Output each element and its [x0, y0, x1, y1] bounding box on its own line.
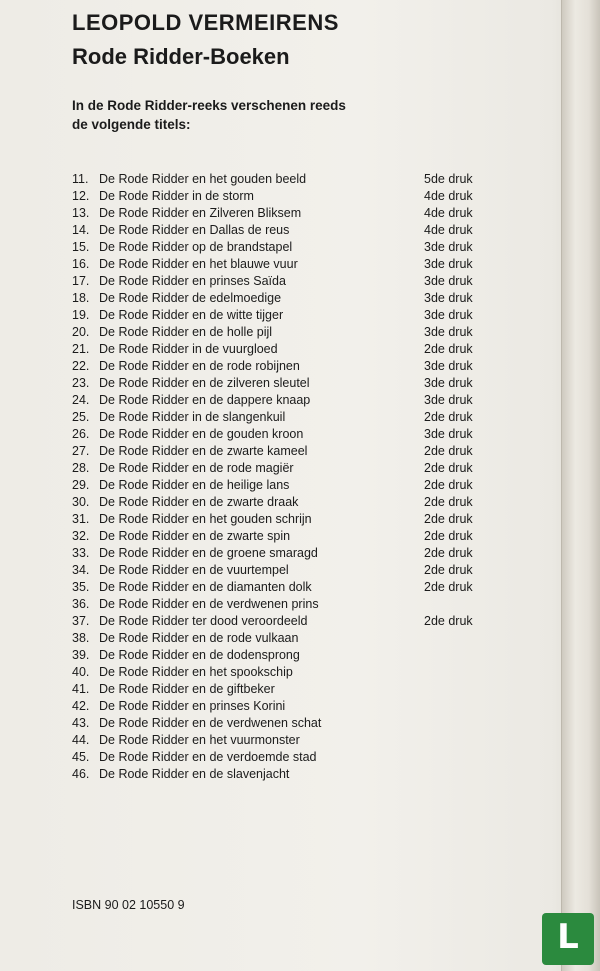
title-text: De Rode Ridder en de gouden kroon — [99, 427, 304, 441]
title-text: De Rode Ridder en de zwarte draak — [99, 495, 299, 509]
title-text: De Rode Ridder in de vuurgloed — [99, 342, 278, 356]
title-row — [72, 444, 492, 461]
title-row — [72, 529, 492, 546]
title-row — [72, 699, 492, 716]
title-row — [72, 767, 492, 784]
cover-edge — [561, 0, 600, 971]
author-name: LEOPOLD VERMEIRENS — [72, 10, 339, 35]
title-row — [72, 461, 492, 478]
title-edition: 3de druk — [424, 240, 473, 254]
title-number: 19. — [72, 308, 90, 322]
title-number: 28. — [72, 461, 90, 475]
lastdodo-logo-icon — [542, 913, 594, 965]
title-row — [72, 716, 492, 733]
title-number: 31. — [72, 512, 90, 526]
title-number: 35. — [72, 580, 90, 594]
title-text: De Rode Ridder in de slangenkuil — [99, 410, 286, 424]
title-row — [72, 597, 492, 614]
title-number: 30. — [72, 495, 90, 509]
intro-line-1: In de Rode Ridder-reeks verschenen reeds — [72, 98, 346, 113]
title-number: 29. — [72, 478, 90, 492]
title-row — [72, 393, 492, 410]
title-edition: 3de druk — [424, 325, 473, 339]
title-row — [72, 291, 492, 308]
title-number: 18. — [72, 291, 90, 305]
title-edition: 2de druk — [424, 495, 473, 509]
title-row — [72, 648, 492, 665]
isbn-number: ISBN 90 02 10550 9 — [72, 898, 185, 912]
title-number: 12. — [72, 189, 90, 203]
title-row — [72, 359, 492, 376]
title-number: 24. — [72, 393, 90, 407]
title-number: 42. — [72, 699, 90, 713]
title-text: De Rode Ridder en de vuurtempel — [99, 563, 289, 577]
title-number: 21. — [72, 342, 90, 356]
title-row — [72, 495, 492, 512]
title-number: 13. — [72, 206, 90, 220]
title-edition: 2de druk — [424, 614, 473, 628]
title-row — [72, 206, 492, 223]
title-number: 39. — [72, 648, 90, 662]
title-row — [72, 580, 492, 597]
title-text: De Rode Ridder en het gouden beeld — [99, 172, 307, 186]
title-text: De Rode Ridder en het vuurmonster — [99, 733, 300, 747]
series-title: Rode Ridder-Boeken — [72, 44, 290, 69]
title-text: De Rode Ridder en de giftbeker — [99, 682, 275, 696]
title-edition: 2de druk — [424, 512, 473, 526]
title-row — [72, 240, 492, 257]
title-number: 20. — [72, 325, 90, 339]
title-edition: 2de druk — [424, 444, 473, 458]
title-number: 26. — [72, 427, 90, 441]
title-number: 23. — [72, 376, 90, 390]
title-number: 16. — [72, 257, 90, 271]
title-number: 40. — [72, 665, 90, 679]
title-text: De Rode Ridder ter dood veroordeeld — [99, 614, 308, 628]
title-row — [72, 325, 492, 342]
title-number: 43. — [72, 716, 90, 730]
title-text: De Rode Ridder en de rode magiër — [99, 461, 294, 475]
title-text: De Rode Ridder en prinses Korini — [99, 699, 286, 713]
title-text: De Rode Ridder en Dallas de reus — [99, 223, 290, 237]
title-text: De Rode Ridder en de dodensprong — [99, 648, 300, 662]
title-text: De Rode Ridder en de rode robijnen — [99, 359, 300, 373]
title-row — [72, 546, 492, 563]
title-text: De Rode Ridder en de verdwenen prins — [99, 597, 319, 611]
title-text: De Rode Ridder en de dappere knaap — [99, 393, 311, 407]
title-number: 36. — [72, 597, 90, 611]
title-number: 15. — [72, 240, 90, 254]
title-edition: 2de druk — [424, 529, 473, 543]
title-text: De Rode Ridder en Zilveren Bliksem — [99, 206, 302, 220]
title-row — [72, 682, 492, 699]
title-row — [72, 614, 492, 631]
intro-text — [72, 96, 346, 134]
title-row — [72, 172, 492, 189]
title-text: De Rode Ridder en de zwarte kameel — [99, 444, 308, 458]
title-number: 38. — [72, 631, 90, 645]
title-text: De Rode Ridder en de zilveren sleutel — [99, 376, 310, 390]
title-number: 37. — [72, 614, 90, 628]
title-edition: 2de druk — [424, 410, 473, 424]
title-edition: 3de druk — [424, 257, 473, 271]
title-row — [72, 512, 492, 529]
title-row — [72, 257, 492, 274]
title-text: De Rode Ridder en de holle pijl — [99, 325, 273, 339]
title-text: De Rode Ridder en de zwarte spin — [99, 529, 291, 543]
title-edition: 2de druk — [424, 580, 473, 594]
title-list — [72, 172, 492, 784]
title-row — [72, 410, 492, 427]
title-row — [72, 631, 492, 648]
title-number: 25. — [72, 410, 90, 424]
title-edition: 3de druk — [424, 291, 473, 305]
title-edition: 4de druk — [424, 223, 473, 237]
title-row — [72, 376, 492, 393]
title-edition: 4de druk — [424, 189, 473, 203]
title-row — [72, 750, 492, 767]
title-edition: 3de druk — [424, 308, 473, 322]
title-edition: 2de druk — [424, 563, 473, 577]
title-row — [72, 427, 492, 444]
intro-line-2: de volgende titels: — [72, 117, 191, 132]
title-text: De Rode Ridder en de heilige lans — [99, 478, 290, 492]
title-number: 45. — [72, 750, 90, 764]
title-edition: 3de druk — [424, 274, 473, 288]
title-text: De Rode Ridder in de storm — [99, 189, 254, 203]
title-edition: 2de druk — [424, 478, 473, 492]
title-edition: 2de druk — [424, 546, 473, 560]
title-row — [72, 223, 492, 240]
title-text: De Rode Ridder de edelmoedige — [99, 291, 282, 305]
title-edition: 3de druk — [424, 393, 473, 407]
title-row — [72, 665, 492, 682]
title-text: De Rode Ridder en de verdwenen schat — [99, 716, 322, 730]
title-number: 14. — [72, 223, 90, 237]
title-edition: 4de druk — [424, 206, 473, 220]
title-text: De Rode Ridder en de groene smaragd — [99, 546, 318, 560]
title-number: 17. — [72, 274, 90, 288]
title-text: De Rode Ridder en de diamanten dolk — [99, 580, 312, 594]
title-row — [72, 733, 492, 750]
title-edition: 3de druk — [424, 359, 473, 373]
title-number: 22. — [72, 359, 90, 373]
title-edition: 2de druk — [424, 461, 473, 475]
title-number: 32. — [72, 529, 90, 543]
title-text: De Rode Ridder en de witte tijger — [99, 308, 284, 322]
title-text: De Rode Ridder en prinses Saïda — [99, 274, 286, 288]
title-text: De Rode Ridder en het spookschip — [99, 665, 293, 679]
title-text: De Rode Ridder en het blauwe vuur — [99, 257, 298, 271]
title-text: De Rode Ridder en de slavenjacht — [99, 767, 290, 781]
title-number: 44. — [72, 733, 90, 747]
title-number: 11. — [72, 172, 89, 186]
title-number: 27. — [72, 444, 90, 458]
title-number: 33. — [72, 546, 90, 560]
title-edition: 2de druk — [424, 342, 473, 356]
watermark-letter: L — [557, 917, 579, 957]
title-row — [72, 478, 492, 495]
title-edition: 3de druk — [424, 376, 473, 390]
title-number: 46. — [72, 767, 90, 781]
title-text: De Rode Ridder en het gouden schrijn — [99, 512, 312, 526]
title-text: De Rode Ridder en de verdoemde stad — [99, 750, 317, 764]
title-row — [72, 563, 492, 580]
title-row — [72, 308, 492, 325]
title-edition: 3de druk — [424, 427, 473, 441]
title-number: 34. — [72, 563, 90, 577]
title-number: 41. — [72, 682, 90, 696]
title-row — [72, 274, 492, 291]
title-row — [72, 189, 492, 206]
title-edition: 5de druk — [424, 172, 473, 186]
title-text: De Rode Ridder op de brandstapel — [99, 240, 293, 254]
title-text: De Rode Ridder en de rode vulkaan — [99, 631, 299, 645]
title-row — [72, 342, 492, 359]
